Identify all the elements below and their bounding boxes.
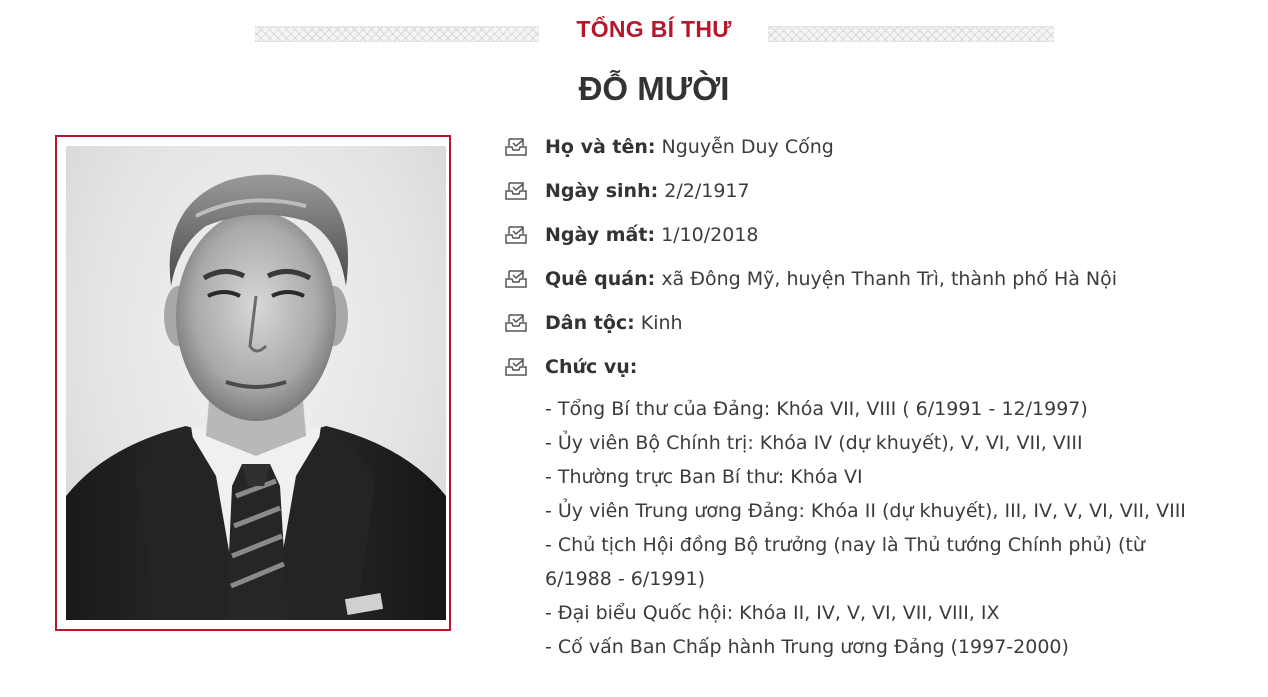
info-row-ethnicity: [505, 304, 1245, 348]
ethnicity-value: Kinh: [640, 312, 683, 334]
death-date-label: Ngày mất:: [545, 224, 656, 246]
inbox-tray-icon: [505, 181, 527, 201]
header-ornament-right: [768, 26, 1054, 42]
info-row-death-date: [505, 216, 1245, 260]
birth-date-label: Ngày sinh:: [545, 180, 659, 202]
inbox-tray-icon: [505, 357, 527, 377]
hometown-label: Quê quán:: [545, 268, 656, 290]
inbox-tray-icon: [505, 225, 527, 245]
hometown-value: xã Đông Mỹ, huyện Thanh Trì, thành phố Hà Nội: [661, 268, 1118, 290]
position-item: - Ủy viên Bộ Chính trị: Khóa IV (dự khuyết), V, VI, VII, VIII: [545, 432, 1083, 454]
position-item: - Ủy viên Trung ương Đảng: Khóa II (dự khuyết), III, IV, V, VI, VII, VIII: [545, 500, 1186, 522]
death-date-value: 1/10/2018: [661, 224, 759, 246]
inbox-tray-icon: [505, 269, 527, 289]
section-header: [0, 14, 1268, 50]
positions-list: [505, 392, 1245, 664]
position-item: - Thường trực Ban Bí thư: Khóa VI: [545, 466, 863, 488]
position-item: - Tổng Bí thư của Đảng: Khóa VII, VIII ( 6/1991 - 12/1997): [545, 398, 1088, 420]
portrait-photo: [66, 146, 446, 620]
biography-info: [505, 128, 1245, 664]
full-name-value: Nguyễn Duy Cống: [661, 136, 834, 158]
full-name-label: Họ và tên:: [545, 136, 656, 158]
portrait-frame: [55, 135, 451, 631]
position-item: - Chủ tịch Hội đồng Bộ trưởng (nay là Thủ tướng Chính phủ) (từ 6/1988 - 6/1991): [545, 534, 1145, 590]
position-item: - Đại biểu Quốc hội: Khóa II, IV, V, VI, VII, VIII, IX: [545, 602, 1000, 624]
ethnicity-label: Dân tộc:: [545, 312, 635, 334]
position-item: - Cố vấn Ban Chấp hành Trung ương Đảng (1997-2000): [545, 636, 1069, 658]
inbox-tray-icon: [505, 137, 527, 157]
header-ornament-left: [255, 26, 539, 42]
info-row-hometown: [505, 260, 1245, 304]
info-row-birth-date: [505, 172, 1245, 216]
positions-label: Chức vụ:: [545, 356, 638, 378]
section-title: TỔNG BÍ THƯ: [576, 16, 732, 42]
birth-date-value: 2/2/1917: [664, 180, 750, 202]
info-row-full-name: [505, 128, 1245, 172]
info-row-positions: [505, 348, 1245, 392]
person-name: ĐỖ MƯỜI: [578, 70, 730, 107]
inbox-tray-icon: [505, 313, 527, 333]
